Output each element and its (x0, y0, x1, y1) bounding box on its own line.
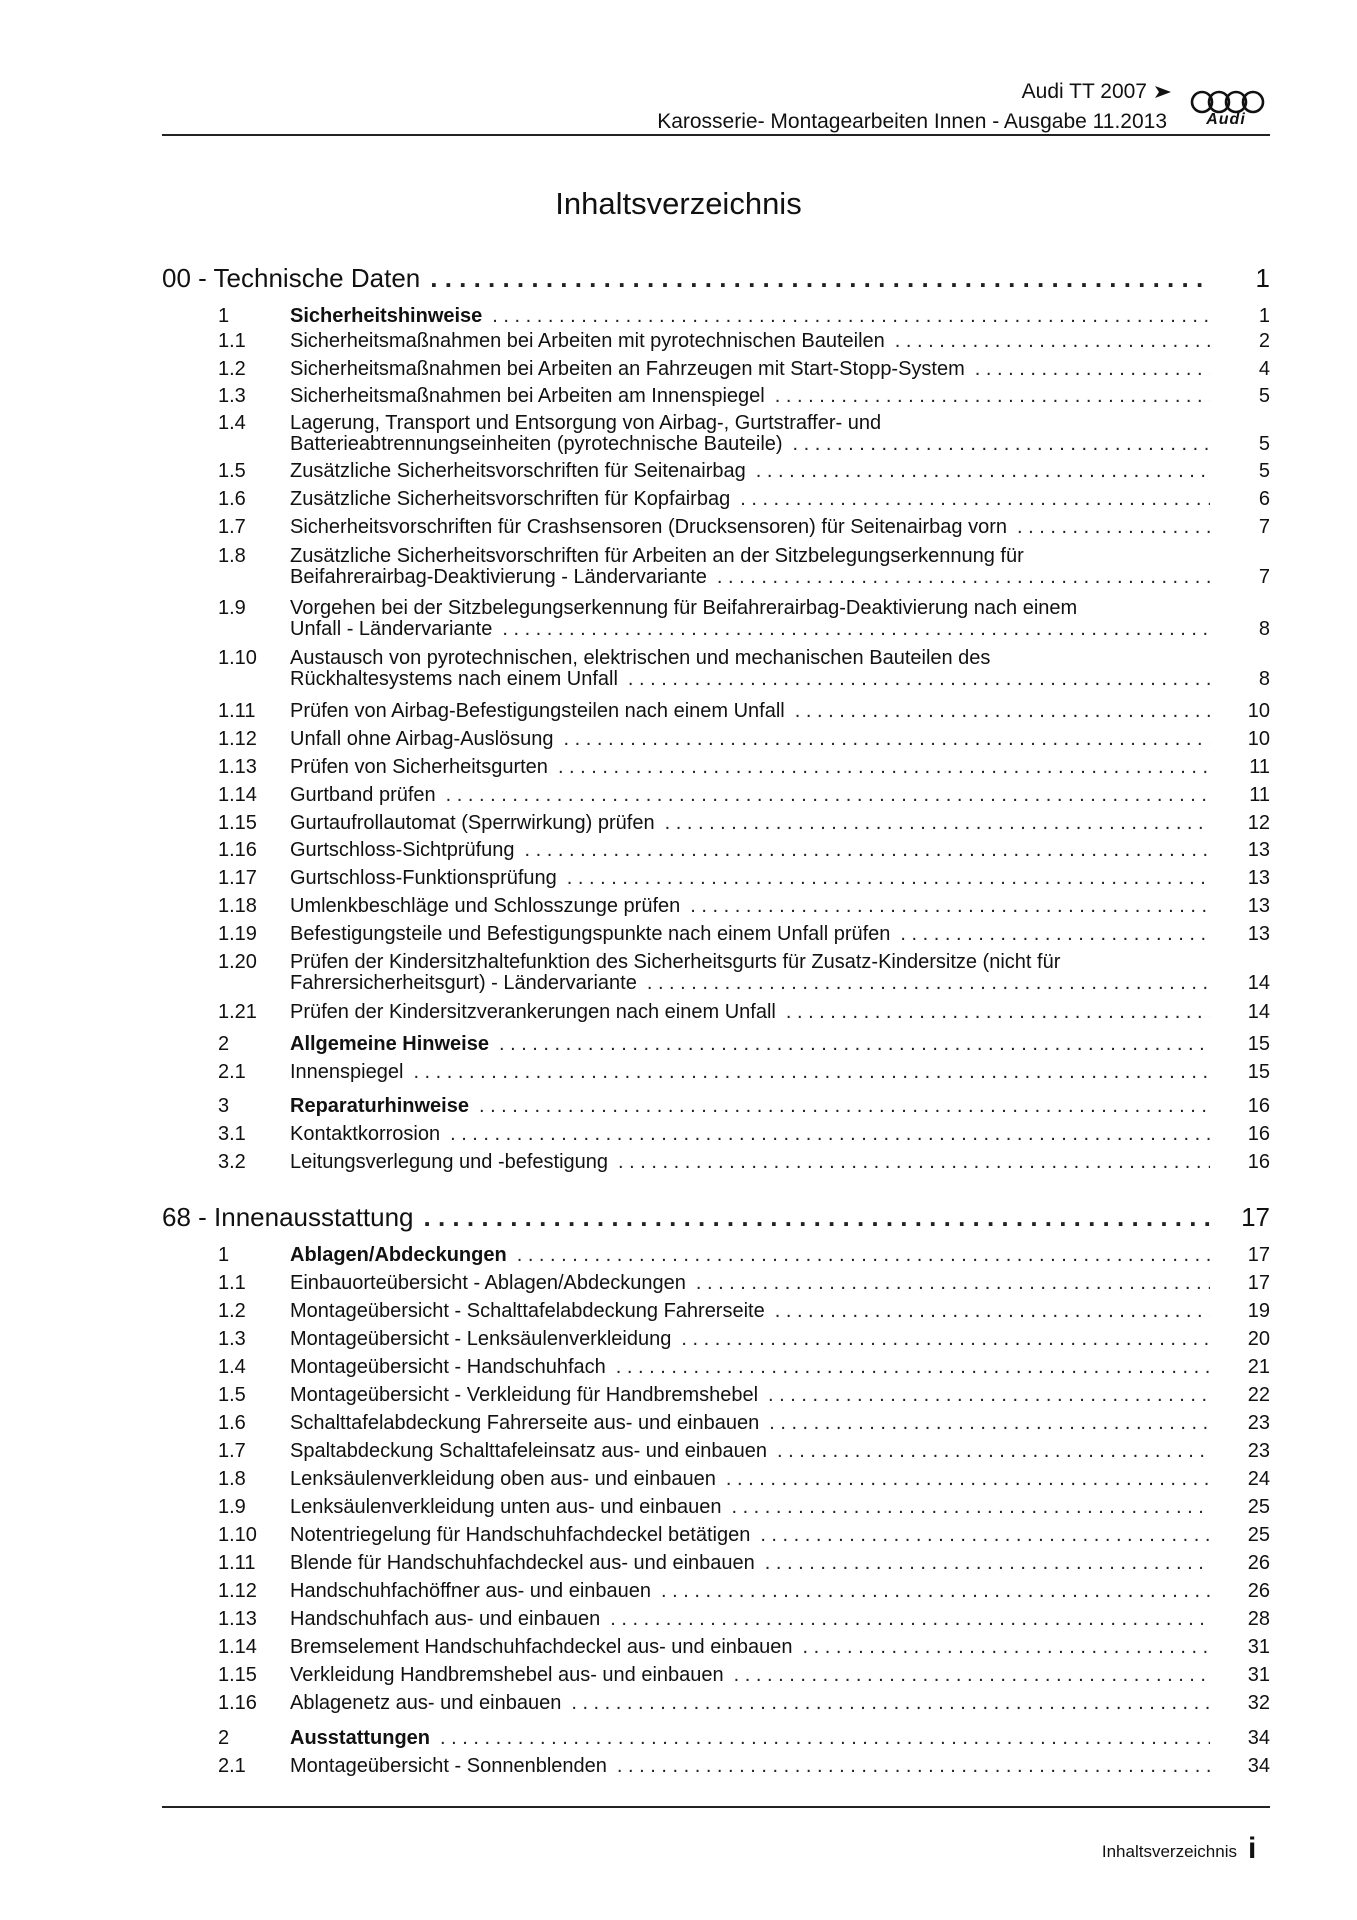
entry-number: 1 (218, 1244, 230, 1266)
toc-entry[interactable] (162, 1581, 1270, 1602)
entry-number: 1.9 (218, 1496, 246, 1518)
entry-number: 1.9 (218, 597, 246, 619)
footer-page-number: i (1248, 1832, 1257, 1865)
leader-dots (793, 434, 1210, 455)
entry-label: Handschuhfachöffner aus- und einbauen (290, 1580, 652, 1602)
entry-label: Montageübersicht - Sonnenblenden (290, 1755, 607, 1777)
toc-entry[interactable] (162, 546, 1270, 588)
entry-page: 24 (1247, 1468, 1270, 1490)
toc-entry[interactable] (162, 1357, 1270, 1378)
toc-entry[interactable] (162, 1329, 1270, 1350)
leader-dots (502, 619, 1210, 640)
leader-dots (424, 1203, 1210, 1231)
toc-entry[interactable] (162, 331, 1270, 352)
toc-entry[interactable] (162, 1637, 1270, 1658)
toc-entry[interactable] (162, 896, 1270, 917)
leader-dots (740, 489, 1210, 510)
toc-entry[interactable] (162, 1609, 1270, 1630)
entry-page: 13 (1247, 923, 1270, 945)
header-rule (162, 134, 1270, 136)
entry-label: Gurtschloss-Funktionsprüfung (290, 867, 557, 889)
chapter-title: 00 - Technische Daten (162, 263, 421, 293)
entry-number: 1.5 (218, 460, 246, 482)
entry-number: 1.12 (218, 728, 257, 750)
chapter-page: 1 (1255, 263, 1270, 293)
entry-label: Leitungsverlegung und -befestigung (290, 1151, 609, 1173)
entry-label: Sicherheitsvorschriften für Crashsensoren (Drucksensoren) für Seitenairbag vorn (290, 516, 1007, 538)
entry-page: 32 (1247, 1692, 1270, 1714)
entry-number: 1.7 (218, 1440, 246, 1462)
entry-label: Ablagenetz aus- und einbauen (290, 1692, 562, 1714)
entry-page: 5 (1258, 460, 1270, 482)
toc-entry[interactable] (162, 785, 1270, 806)
leader-dots (717, 567, 1210, 588)
leader-dots (610, 1609, 1210, 1630)
entry-label: Rückhaltesystems nach einem Unfall (290, 668, 618, 690)
entry-page: 16 (1247, 1123, 1270, 1145)
toc-entry[interactable] (162, 1728, 1270, 1749)
entry-number: 1.3 (218, 1328, 246, 1350)
toc-entry[interactable] (162, 306, 1270, 327)
entry-number: 1.16 (218, 839, 257, 861)
leader-dots (430, 264, 1210, 292)
entry-number: 1.20 (218, 951, 257, 973)
entry-page: 8 (1258, 618, 1270, 640)
entry-label: Reparaturhinweise (290, 1095, 469, 1117)
leader-dots (647, 973, 1210, 994)
leader-dots (499, 1034, 1210, 1055)
entry-label: Montageübersicht - Verkleidung für Handbremshebel (290, 1384, 759, 1406)
leader-dots (696, 1273, 1210, 1294)
entry-page: 10 (1247, 728, 1270, 750)
entry-number: 1.2 (218, 1300, 246, 1322)
entry-label: Schalttafelabdeckung Fahrerseite aus- und einbauen (290, 1412, 760, 1434)
toc-entry[interactable] (162, 1002, 1270, 1023)
entry-number: 1.10 (218, 1524, 257, 1546)
toc-entry[interactable] (162, 1553, 1270, 1574)
entry-page: 23 (1247, 1412, 1270, 1434)
header-model: Audi TT 2007 (1021, 80, 1147, 103)
entry-label: Prüfen von Sicherheitsgurten (290, 756, 548, 778)
entry-page: 4 (1258, 358, 1270, 380)
entry-page: 11 (1249, 756, 1270, 778)
entry-label: Bremselement Handschuhfachdeckel aus- und einbauen (290, 1636, 793, 1658)
leader-dots (768, 1385, 1210, 1406)
toc-entry[interactable] (162, 1693, 1270, 1714)
leader-dots (517, 1245, 1210, 1266)
entry-number: 1.10 (218, 647, 257, 669)
entry-page: 25 (1247, 1524, 1270, 1546)
leader-dots (571, 1693, 1210, 1714)
leader-dots (564, 729, 1210, 750)
entry-label: Gurtaufrollautomat (Sperrwirkung) prüfen (290, 812, 655, 834)
leader-dots (803, 1637, 1210, 1658)
arrow-right-icon (1153, 82, 1173, 102)
toc-entry[interactable] (162, 386, 1270, 407)
entry-page: 5 (1258, 433, 1270, 455)
entry-label: Unfall - Ländervariante (290, 618, 493, 640)
chapter-page: 17 (1241, 1202, 1270, 1232)
leader-dots (775, 386, 1210, 407)
entry-number: 1.19 (218, 923, 257, 945)
leader-dots (786, 1002, 1210, 1023)
leader-dots (1017, 517, 1210, 538)
entry-label: Sicherheitsmaßnahmen bei Arbeiten am Innenspiegel (290, 385, 765, 407)
leader-dots (756, 461, 1210, 482)
entry-number: 1.7 (218, 516, 246, 538)
leader-dots (777, 1441, 1210, 1462)
toc-entry[interactable] (162, 924, 1270, 945)
entry-page: 11 (1249, 784, 1270, 806)
entry-number: 2.1 (218, 1755, 246, 1777)
entry-page: 34 (1247, 1755, 1270, 1777)
entry-page: 15 (1247, 1033, 1270, 1055)
toc-entry[interactable] (162, 517, 1270, 538)
leader-dots (618, 1152, 1210, 1173)
entry-page: 14 (1247, 1001, 1270, 1023)
toc-entry[interactable] (162, 1245, 1270, 1266)
toc-entry[interactable] (162, 1497, 1270, 1518)
entry-label: Montageübersicht - Lenksäulenverkleidung (290, 1328, 672, 1350)
entry-page: 22 (1247, 1384, 1270, 1406)
entry-page: 1 (1258, 305, 1270, 327)
entry-label-line1: Lagerung, Transport und Entsorgung von Airbag-, Gurtstraffer- und (290, 412, 882, 434)
toc-entry[interactable] (162, 489, 1270, 510)
leader-dots (795, 701, 1210, 722)
leader-dots (765, 1553, 1210, 1574)
entry-label: Unfall ohne Airbag-Auslösung (290, 728, 554, 750)
entry-label: Montageübersicht - Handschuhfach (290, 1356, 606, 1378)
entry-label: Gurtband prüfen (290, 784, 436, 806)
leader-dots (525, 840, 1210, 861)
entry-label: Zusätzliche Sicherheitsvorschriften für Kopfairbag (290, 488, 731, 510)
toc-entry[interactable] (162, 1096, 1270, 1117)
toc-entry[interactable] (162, 757, 1270, 778)
entry-page: 14 (1247, 972, 1270, 994)
entry-number: 3.1 (218, 1123, 246, 1145)
toc-entry[interactable] (162, 1034, 1270, 1055)
entry-number: 1.14 (218, 1636, 257, 1658)
leader-dots (479, 1096, 1210, 1117)
entry-number: 1.2 (218, 358, 246, 380)
entry-number: 3.2 (218, 1151, 246, 1173)
entry-label: Sicherheitsmaßnahmen bei Arbeiten mit pyrotechnischen Bauteilen (290, 330, 885, 352)
entry-page: 31 (1247, 1636, 1270, 1658)
entry-label: Fahrersicherheitsgurt) - Ländervariante (290, 972, 637, 994)
entry-number: 1.6 (218, 1412, 246, 1434)
leader-dots (665, 813, 1210, 834)
brand-wordmark: Audi (1206, 111, 1246, 128)
entry-page: 8 (1258, 668, 1270, 690)
entry-number: 1.13 (218, 756, 257, 778)
leader-dots (616, 1357, 1210, 1378)
leader-dots (413, 1062, 1210, 1083)
entry-number: 1.11 (218, 700, 256, 722)
toc-entry[interactable] (162, 1469, 1270, 1490)
entry-page: 13 (1247, 895, 1270, 917)
toc-entry[interactable] (162, 1301, 1270, 1322)
entry-label: Sicherheitshinweise (290, 305, 483, 327)
entry-page: 17 (1247, 1272, 1270, 1294)
entry-number: 1.12 (218, 1580, 257, 1602)
entry-page: 13 (1247, 867, 1270, 889)
entry-label: Kontaktkorrosion (290, 1123, 441, 1145)
entry-label: Allgemeine Hinweise (290, 1033, 489, 1055)
leader-dots (895, 331, 1210, 352)
entry-label: Batterieabtrennungseinheiten (pyrotechnische Bauteile) (290, 433, 783, 455)
entry-label: Innenspiegel (290, 1061, 404, 1083)
toc-entry[interactable] (162, 648, 1270, 690)
toc-entry[interactable] (162, 359, 1270, 380)
entry-label: Verkleidung Handbremshebel aus- und einbauen (290, 1664, 724, 1686)
footer-rule (162, 1806, 1270, 1808)
entry-number: 1.1 (218, 1272, 246, 1294)
entry-label: Lenksäulenverkleidung oben aus- und einbauen (290, 1468, 716, 1490)
entry-page: 31 (1247, 1664, 1270, 1686)
entry-page: 21 (1247, 1356, 1270, 1378)
entry-page: 7 (1258, 516, 1270, 538)
entry-number: 3 (218, 1095, 230, 1117)
entry-label: Sicherheitsmaßnahmen bei Arbeiten an Fahrzeugen mit Start-Stopp-System (290, 358, 965, 380)
leader-dots (617, 1756, 1210, 1777)
entry-label: Umlenkbeschläge und Schlosszunge prüfen (290, 895, 681, 917)
entry-number: 1.15 (218, 1664, 257, 1686)
leader-dots (450, 1124, 1210, 1145)
entry-number: 1.8 (218, 545, 246, 567)
leader-dots (731, 1497, 1210, 1518)
entry-label: Beifahrerairbag-Deaktivierung - Ländervariante (290, 566, 707, 588)
toc-chapter-heading[interactable] (162, 1203, 1270, 1231)
entry-number: 1.13 (218, 1608, 257, 1630)
entry-number: 1.21 (218, 1001, 257, 1023)
entry-number: 1.1 (218, 330, 246, 352)
leader-dots (681, 1329, 1210, 1350)
entry-page: 2 (1258, 330, 1270, 352)
entry-page: 16 (1247, 1095, 1270, 1117)
entry-page: 17 (1247, 1244, 1270, 1266)
entry-page: 20 (1247, 1328, 1270, 1350)
entry-label-line1: Austausch von pyrotechnischen, elektrischen und mechanischen Bauteilen des (290, 647, 991, 669)
toc-entry[interactable] (162, 729, 1270, 750)
toc-entry[interactable] (162, 413, 1270, 455)
entry-number: 1.18 (218, 895, 257, 917)
toc-entry[interactable] (162, 813, 1270, 834)
entry-page: 26 (1247, 1580, 1270, 1602)
entry-page: 19 (1247, 1300, 1270, 1322)
entry-page: 28 (1247, 1608, 1270, 1630)
entry-label-line1: Prüfen der Kindersitzhaltefunktion des Sicherheitsgurts für Zusatz-Kindersitze (nicht für (290, 951, 1061, 973)
entry-label: Montageübersicht - Schalttafelabdeckung Fahrerseite (290, 1300, 765, 1322)
entry-number: 1.16 (218, 1692, 257, 1714)
entry-page: 10 (1247, 700, 1270, 722)
entry-label: Blende für Handschuhfachdeckel aus- und einbauen (290, 1552, 755, 1574)
entry-label: Prüfen der Kindersitzverankerungen nach einem Unfall (290, 1001, 776, 1023)
entry-label: Handschuhfach aus- und einbauen (290, 1608, 601, 1630)
toc-entry[interactable] (162, 1441, 1270, 1462)
toc-entry[interactable] (162, 868, 1270, 889)
entry-page: 13 (1247, 839, 1270, 861)
toc-entry[interactable] (162, 1062, 1270, 1083)
leader-dots (726, 1469, 1210, 1490)
toc-entry[interactable] (162, 1152, 1270, 1173)
toc-entry[interactable] (162, 1273, 1270, 1294)
toc-entry[interactable] (162, 1124, 1270, 1145)
toc-entry[interactable] (162, 598, 1270, 640)
header-subtitle: Karosserie- Montagearbeiten Innen - Ausgabe 11.2013 (657, 110, 1167, 133)
footer-label: Inhaltsverzeichnis (1101, 1842, 1237, 1861)
leader-dots (900, 924, 1210, 945)
entry-label-line1: Vorgehen bei der Sitzbelegungserkennung für Beifahrerairbag-Deaktivierung nach einem (290, 597, 1078, 619)
entry-label-line1: Zusätzliche Sicherheitsvorschriften für Arbeiten an der Sitzbelegungserkennung für (290, 545, 1024, 567)
chapter-title: 68 - Innenausstattung (162, 1202, 414, 1232)
entry-page: 16 (1247, 1151, 1270, 1173)
entry-page: 25 (1247, 1496, 1270, 1518)
entry-label: Notentriegelung für Handschuhfachdeckel betätigen (290, 1524, 751, 1546)
page-title: Inhaltsverzeichnis (555, 186, 802, 221)
leader-dots (492, 306, 1210, 327)
entry-number: 1.8 (218, 1468, 246, 1490)
entry-number: 1.6 (218, 488, 246, 510)
leader-dots (440, 1728, 1210, 1749)
toc-entry[interactable] (162, 1665, 1270, 1686)
entry-number: 2.1 (218, 1061, 246, 1083)
leader-dots (775, 1301, 1210, 1322)
entry-number: 1.4 (218, 1356, 246, 1378)
leader-dots (975, 359, 1210, 380)
entry-number: 1 (218, 305, 230, 327)
leader-dots (446, 785, 1210, 806)
entry-number: 1.17 (218, 867, 257, 889)
toc-entry[interactable] (162, 1413, 1270, 1434)
entry-label: Ausstattungen (290, 1727, 430, 1749)
entry-number: 1.14 (218, 784, 257, 806)
entry-label: Prüfen von Airbag-Befestigungsteilen nach einem Unfall (290, 700, 785, 722)
leader-dots (760, 1525, 1210, 1546)
entry-number: 2 (218, 1033, 230, 1055)
toc-entry[interactable] (162, 1525, 1270, 1546)
entry-page: 34 (1247, 1727, 1270, 1749)
entry-number: 1.5 (218, 1384, 246, 1406)
entry-number: 1.3 (218, 385, 246, 407)
leader-dots (567, 868, 1210, 889)
leader-dots (628, 669, 1210, 690)
toc-entry[interactable] (162, 952, 1270, 994)
entry-label: Zusätzliche Sicherheitsvorschriften für Seitenairbag (290, 460, 746, 482)
entry-label: Einbauorteübersicht - Ablagen/Abdeckungen (290, 1272, 686, 1294)
entry-label: Befestigungsteile und Befestigungspunkte nach einem Unfall prüfen (290, 923, 891, 945)
entry-number: 1.11 (218, 1552, 256, 1574)
entry-page: 15 (1247, 1061, 1270, 1083)
entry-label: Spaltabdeckung Schalttafeleinsatz aus- und einbauen (290, 1440, 768, 1462)
entry-page: 26 (1247, 1552, 1270, 1574)
toc-chapter-heading[interactable] (162, 264, 1270, 292)
toc-entry[interactable] (162, 701, 1270, 722)
leader-dots (690, 896, 1210, 917)
entry-page: 12 (1247, 812, 1270, 834)
leader-dots (769, 1413, 1210, 1434)
entry-page: 5 (1258, 385, 1270, 407)
entry-number: 2 (218, 1727, 230, 1749)
toc-entry[interactable] (162, 1385, 1270, 1406)
leader-dots (558, 757, 1210, 778)
entry-page: 6 (1258, 488, 1270, 510)
toc-entry[interactable] (162, 461, 1270, 482)
entry-number: 1.15 (218, 812, 257, 834)
leader-dots (661, 1581, 1210, 1602)
entry-page: 7 (1258, 566, 1270, 588)
entry-number: 1.4 (218, 412, 246, 434)
leader-dots (734, 1665, 1210, 1686)
toc-entry[interactable] (162, 1756, 1270, 1777)
entry-label: Gurtschloss-Sichtprüfung (290, 839, 515, 861)
entry-label: Lenksäulenverkleidung unten aus- und einbauen (290, 1496, 722, 1518)
entry-label: Ablagen/Abdeckungen (290, 1244, 507, 1266)
entry-page: 23 (1247, 1440, 1270, 1462)
toc-entry[interactable] (162, 840, 1270, 861)
